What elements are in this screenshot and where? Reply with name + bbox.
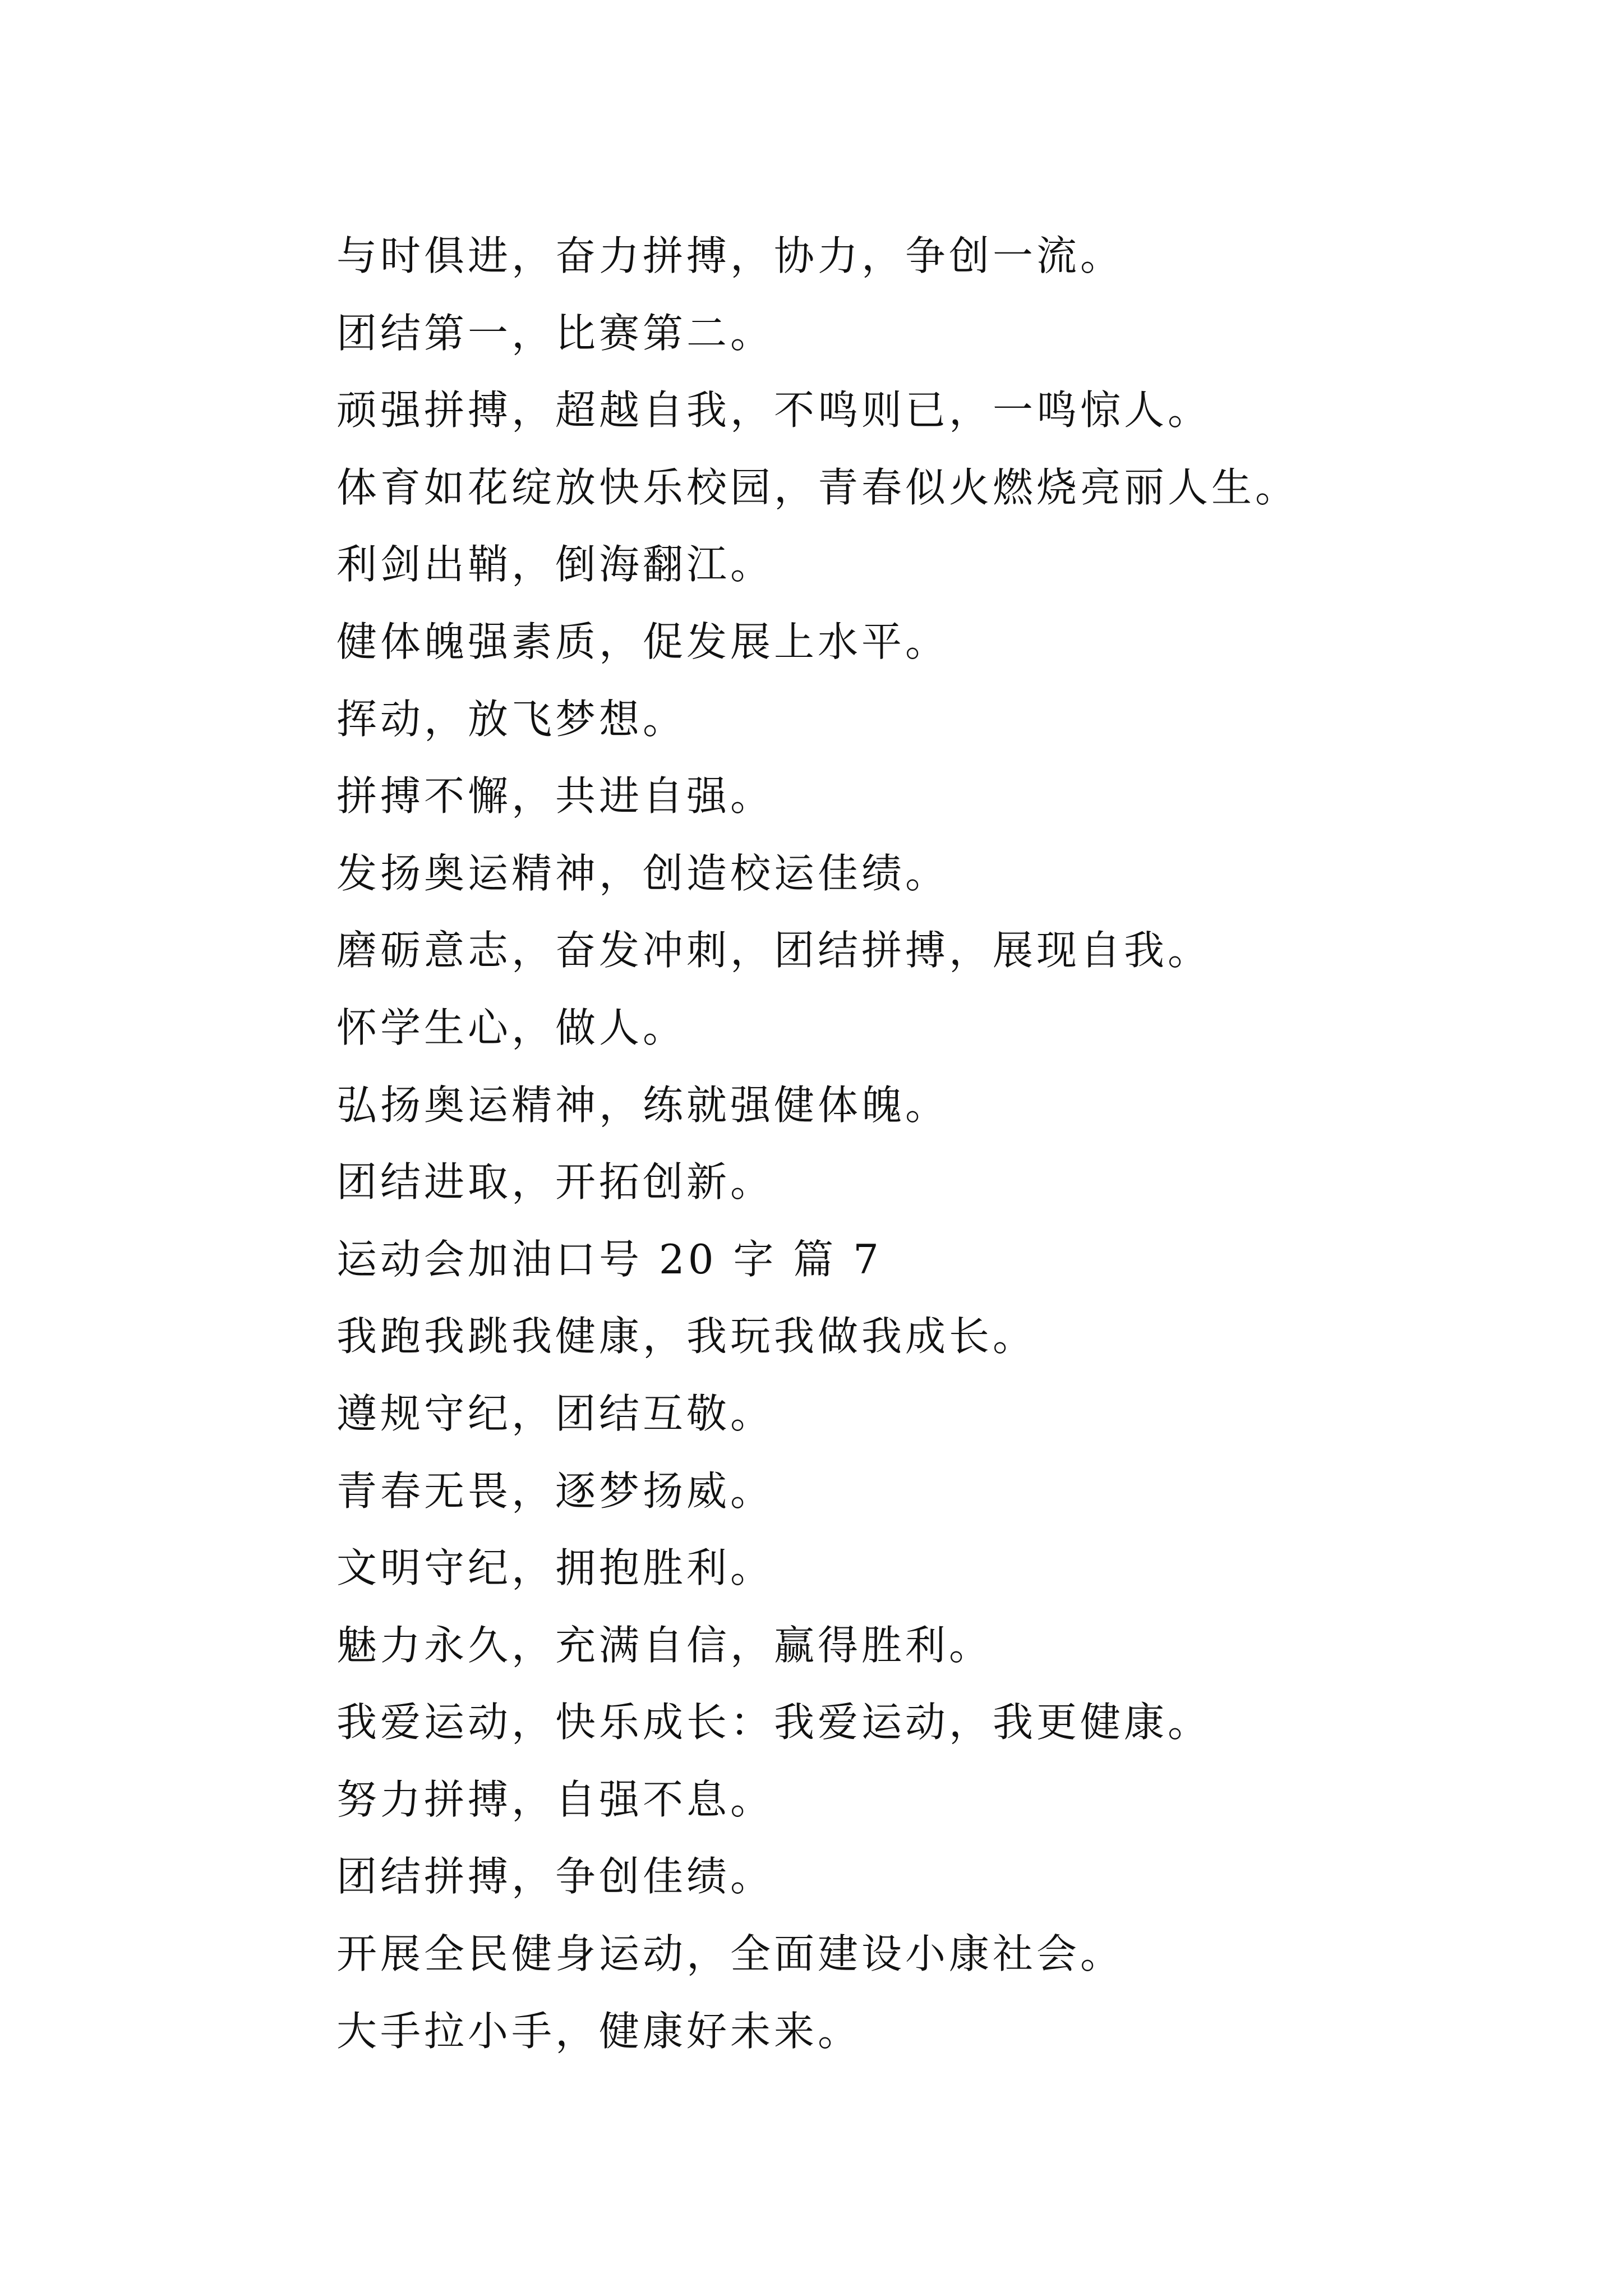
text-line: 魅力永久，充满自信，赢得胜利。 [336,1621,993,1669]
text-line: 挥动，放飞梦想。 [336,695,687,743]
text-line: 团结第一，比赛第二。 [336,309,774,357]
text-line: 我跑我跳我健康，我玩我做我成长。 [336,1313,1037,1360]
text-line: 与时俱进，奋力拼搏，协力，争创一流。 [336,232,1124,279]
text-line: 利剑出鞘，倒海翻江。 [336,541,774,588]
document-body [336,218,1570,2070]
text-line: 顽强拼搏，超越自我，不鸣则已，一鸣惊人。 [336,386,1212,434]
text-line: 开展全民健身运动，全面建设小康社会。 [336,1930,1124,1978]
text-line: 拼搏不懈，共进自强。 [336,772,774,820]
text-line: 弘扬奥运精神，练就强健体魄。 [336,1081,949,1129]
text-line: 团结进取，开拓创新。 [336,1158,774,1206]
section-heading: 运动会加油口号 20 字 篇 7 [336,1235,882,1283]
text-line: 遵规守纪，团结互敬。 [336,1389,774,1437]
text-line: 体育如花绽放快乐校园，青春似火燃烧亮丽人生。 [336,463,1299,511]
text-line: 我爱运动，快乐成长：我爱运动，我更健康。 [336,1699,1212,1746]
text-line: 团结拼搏，争创佳绩。 [336,1853,774,1901]
text-line: 怀学生心，做人。 [336,1004,687,1051]
text-line: 努力拼搏，自强不息。 [336,1775,774,1823]
text-line: 大手拉小手，健康好未来。 [336,2007,862,2055]
text-line: 健体魄强素质，促发展上水平。 [336,618,949,665]
text-line: 磨砺意志，奋发冲刺，团结拼搏，展现自我。 [336,927,1212,974]
text-line: 文明守纪，拥抱胜利。 [336,1544,774,1592]
text-line: 青春无畏，逐梦扬威。 [336,1467,774,1515]
text-line: 发扬奥运精神，创造校运佳绩。 [336,849,949,897]
